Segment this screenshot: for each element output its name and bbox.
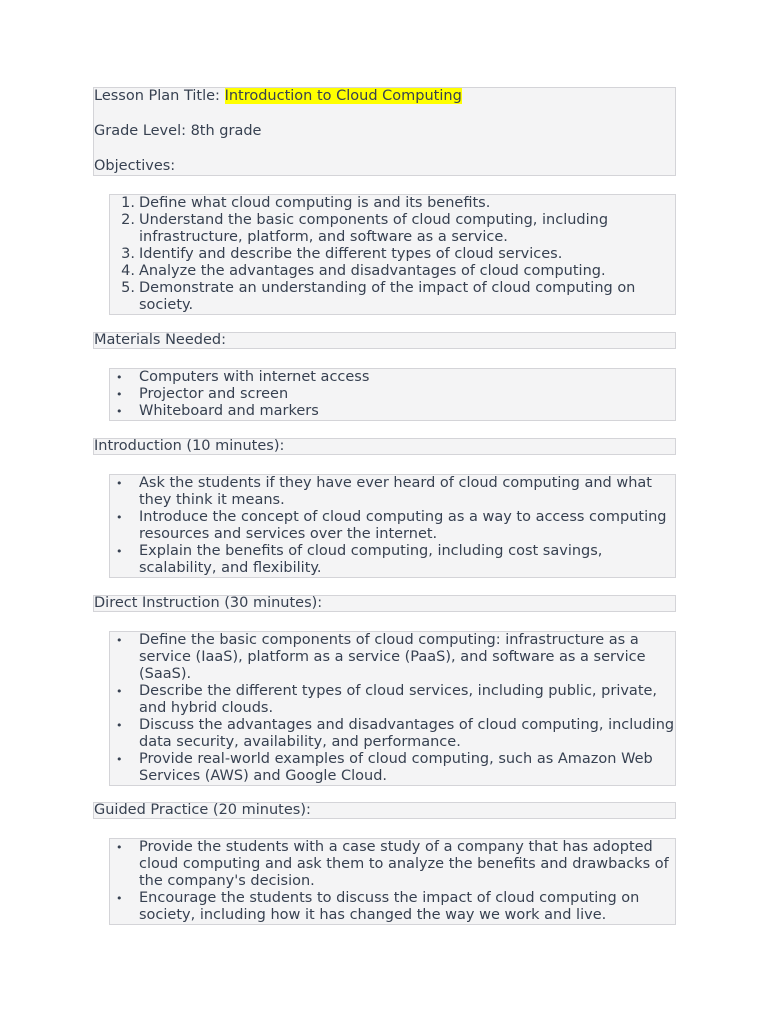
- bullet-icon: •: [116, 841, 123, 854]
- list-item-text: Encourage the students to discuss the impact of cloud computing on society, including how it has changed the way we work and live.: [139, 890, 640, 923]
- list-item: [110, 839, 675, 890]
- list-item-text: Provide the students with a case study of a company that has adopted cloud computing and ask them to analyze the benefits and drawbacks of the company's decision.: [139, 839, 669, 889]
- list-item-text: Explain the benefits of cloud computing, including cost savings, scalability, and flexibility.: [139, 543, 603, 576]
- list-item: [110, 890, 675, 924]
- list-item: [110, 543, 675, 577]
- bullet-icon: •: [116, 545, 123, 558]
- list-item: [110, 632, 675, 683]
- bullet-icon: •: [116, 685, 123, 698]
- header-block: [93, 87, 676, 176]
- list-item: [110, 751, 675, 785]
- list-number: 3.: [121, 246, 135, 262]
- list-item: [110, 263, 675, 280]
- list-number: 4.: [121, 263, 135, 279]
- bullet-icon: •: [116, 892, 123, 905]
- list-item-text: Computers with internet access: [139, 369, 370, 385]
- list-number: 2.: [121, 212, 135, 228]
- list-item-text: Introduce the concept of cloud computing as a way to access computing resources and services over the internet.: [139, 509, 667, 542]
- list-item: [110, 683, 675, 717]
- list-item-text: Discuss the advantages and disadvantages of cloud computing, including data security, availability, and performance.: [139, 717, 675, 750]
- list-item-text: Whiteboard and markers: [139, 403, 319, 419]
- list-item-text: Projector and screen: [139, 386, 289, 402]
- bullet-icon: •: [116, 511, 123, 524]
- list-item-text: Define what cloud computing is and its benefits.: [139, 195, 491, 211]
- list-item: [110, 246, 675, 263]
- grade-level: Grade Level: 8th grade: [94, 123, 262, 139]
- bullet-icon: •: [116, 388, 123, 401]
- bullet-icon: •: [116, 634, 123, 647]
- list-item-text: Understand the basic components of cloud computing, including infrastructure, platform, and software as a service.: [139, 212, 609, 245]
- guided-practice-list: [109, 838, 676, 925]
- list-number: 5.: [121, 280, 135, 296]
- list-item-text: Analyze the advantages and disadvantages of cloud computing.: [139, 263, 606, 279]
- bullet-icon: •: [116, 753, 123, 766]
- list-item: [110, 195, 675, 212]
- bullet-icon: •: [116, 371, 123, 384]
- list-item-text: Define the basic components of cloud computing: infrastructure as a service (IaaS), platform as a service (PaaS), and software as a service (SaaS).: [139, 632, 646, 682]
- list-number: 1.: [121, 195, 135, 211]
- list-item-text: Ask the students if they have ever heard of cloud computing and what they think it means.: [139, 475, 652, 508]
- list-item: [110, 509, 675, 543]
- list-item: [110, 475, 675, 509]
- objectives-list: [109, 194, 676, 315]
- materials-list: [109, 368, 676, 421]
- introduction-list: [109, 474, 676, 578]
- bullet-icon: •: [116, 405, 123, 418]
- materials-heading: Materials Needed:: [93, 332, 676, 349]
- bullet-icon: •: [116, 719, 123, 732]
- lesson-title-line: [94, 88, 462, 105]
- list-item: [110, 403, 675, 420]
- list-item: [110, 280, 675, 314]
- objectives-heading: Objectives:: [94, 158, 176, 174]
- guided-practice-heading: Guided Practice (20 minutes):: [93, 802, 676, 819]
- list-item: [110, 386, 675, 403]
- list-item: [110, 212, 675, 246]
- direct-instruction-list: [109, 631, 676, 786]
- list-item-text: Describe the different types of cloud services, including public, private, and hybrid clouds.: [139, 683, 658, 716]
- list-item-text: Demonstrate an understanding of the impact of cloud computing on society.: [139, 280, 636, 313]
- list-item-text: Provide real-world examples of cloud computing, such as Amazon Web Services (AWS) and Google Cloud.: [139, 751, 653, 784]
- introduction-heading: Introduction (10 minutes):: [93, 438, 676, 455]
- lesson-title-value: Introduction to Cloud Computing: [224, 88, 462, 104]
- lesson-title-label: Lesson Plan Title:: [94, 88, 220, 104]
- direct-instruction-heading: Direct Instruction (30 minutes):: [93, 595, 676, 612]
- bullet-icon: •: [116, 477, 123, 490]
- list-item: [110, 717, 675, 751]
- list-item: [110, 369, 675, 386]
- list-item-text: Identify and describe the different types of cloud services.: [139, 246, 563, 262]
